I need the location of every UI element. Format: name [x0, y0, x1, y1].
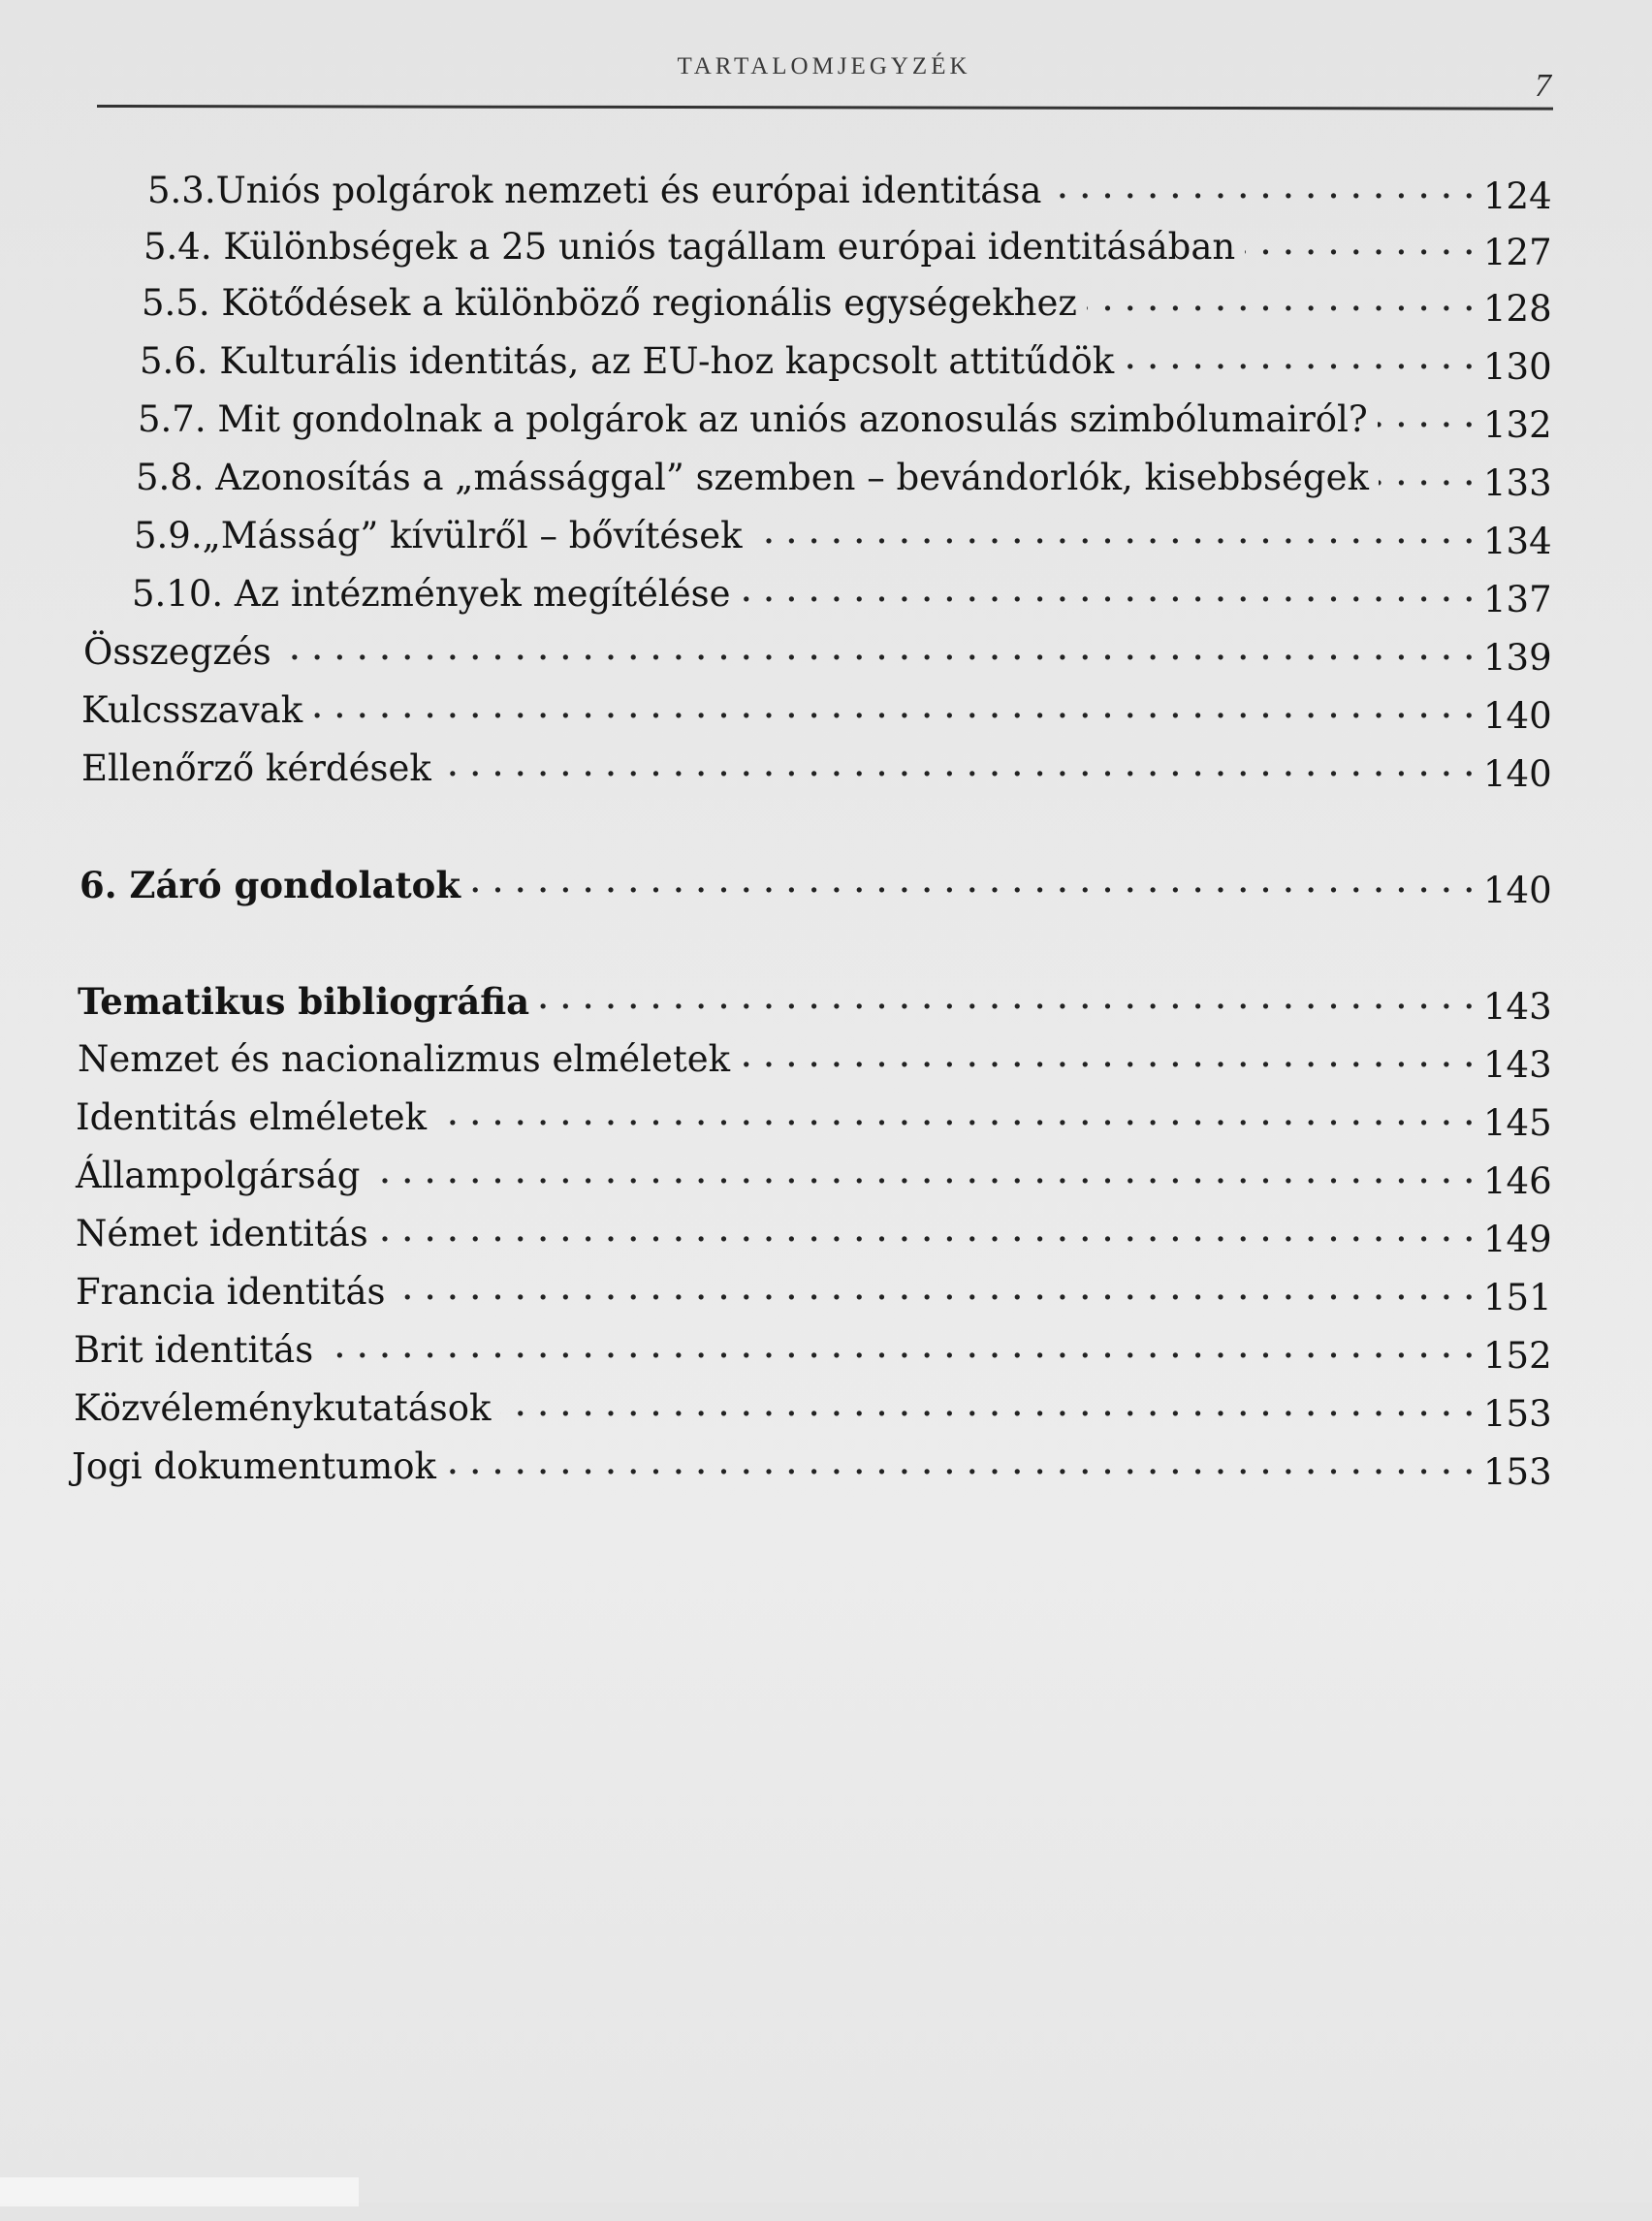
dot-leader [500, 1384, 1476, 1433]
toc-entry-title: 5.4. Különbségek a 25 uniós tagállam európai identitásában [143, 226, 1236, 268]
dot-leader [752, 512, 1476, 560]
toc-entry-title: 5.5. Kötődések a különböző regionális egységekhez [142, 282, 1077, 324]
toc-entry [142, 279, 1551, 328]
dot-leader [470, 861, 1476, 909]
toc-entry [76, 1268, 1551, 1317]
toc-entry-page: 143 [1483, 1044, 1552, 1086]
toc-entry-title: Jogi dokumentumok [72, 1445, 436, 1487]
running-header-title: TARTALOMJEGYZÉK [677, 53, 971, 79]
toc-entry [134, 512, 1551, 560]
dot-leader [1051, 167, 1476, 215]
dot-leader [1124, 337, 1476, 386]
toc-entry [74, 1384, 1551, 1433]
toc-entry [140, 337, 1551, 386]
toc-entry-page: 151 [1483, 1277, 1552, 1318]
toc-entry-title: 5.7. Mit gondolnak a polgárok az uniós azonosulás szimbólumairól? [138, 398, 1368, 440]
toc-entry-title: Állampolgárság [76, 1155, 361, 1196]
toc-entry-title: 5.10. Az intézmények megítélése [132, 573, 731, 615]
toc-entry-title: Brit identitás [74, 1329, 314, 1371]
toc-entry-page: 139 [1483, 637, 1552, 679]
toc-entry-page: 140 [1483, 870, 1552, 911]
toc-entry-title: 5.6. Kulturális identitás, az EU-hoz kapcsolt attitűdök [140, 340, 1115, 382]
antikvarium-watermark-icon [0, 2172, 368, 2210]
page-number: 7 [1535, 68, 1551, 104]
toc-entry [76, 1210, 1551, 1258]
toc-entry-page: 152 [1483, 1335, 1552, 1377]
toc-entry-page: 143 [1483, 986, 1552, 1028]
toc-entry [136, 454, 1551, 502]
dot-leader [740, 1035, 1476, 1084]
toc-entry-title: Német identitás [76, 1213, 368, 1254]
toc-chapter-entry [79, 861, 1551, 909]
toc-entry [76, 1152, 1551, 1200]
toc-entry-page: 128 [1483, 288, 1552, 330]
dot-leader [539, 977, 1476, 1026]
toc-entry-page: 153 [1483, 1393, 1552, 1435]
toc-entry [132, 570, 1551, 619]
dot-leader [370, 1152, 1477, 1200]
dot-leader [1087, 279, 1476, 328]
dot-leader [446, 1443, 1476, 1491]
toc-entry-page: 145 [1483, 1102, 1552, 1144]
toc-entry-title: Tematikus bibliográfia [78, 980, 530, 1023]
toc-entry-title: 5.3.Uniós polgárok nemzeti és európai identitása [147, 170, 1042, 211]
toc-entry-page: 146 [1483, 1160, 1552, 1202]
toc-entry-page: 133 [1483, 462, 1552, 504]
toc-entry-title: 5.9.„Másság” kívülről – bővítések [134, 515, 743, 556]
toc-entry-page: 137 [1483, 579, 1552, 620]
toc-entry-page: 130 [1483, 346, 1552, 388]
toc-entry-page: 140 [1483, 753, 1552, 795]
toc-entry-title: Identitás elméletek [76, 1096, 428, 1138]
toc-entry-title: 5.8. Azonosítás a „mássággal” szemben – bevándorlók, kisebbségek [136, 457, 1369, 498]
toc-entry [78, 1035, 1551, 1084]
toc-entry-title: Ellenőrző kérdések [81, 747, 431, 789]
toc-entry [81, 686, 1551, 735]
dot-leader [281, 628, 1476, 677]
dot-leader [378, 1210, 1476, 1258]
toc-entry-title: Összegzés [83, 631, 271, 673]
toc-entry [72, 1443, 1551, 1491]
toc-entry [76, 1094, 1551, 1142]
dot-leader [1379, 454, 1476, 502]
toc-entry-title: 6. Záró gondolatok [79, 864, 461, 906]
toc-entry-title: Nemzet és nacionalizmus elméletek [78, 1038, 731, 1080]
toc-entry-page: 124 [1483, 175, 1552, 217]
dot-leader [436, 1094, 1476, 1142]
toc-entry [74, 1326, 1551, 1375]
dot-leader [1378, 396, 1476, 444]
dot-leader [740, 570, 1476, 619]
toc-entry-title: Kulcsszavak [81, 689, 303, 731]
dot-leader [441, 745, 1476, 793]
toc-chapter-entry [78, 977, 1551, 1026]
toc-entry [83, 628, 1551, 677]
toc-entry-page: 153 [1483, 1451, 1552, 1493]
watermark-logo [0, 2172, 368, 2221]
toc-entry [81, 745, 1551, 793]
toc-entry-title: Francia identitás [76, 1271, 386, 1313]
toc-entry-page: 149 [1483, 1219, 1552, 1260]
toc-entry-page: 132 [1483, 404, 1552, 446]
toc-entry-page: 134 [1483, 521, 1552, 562]
toc-entry-page: 127 [1483, 232, 1552, 273]
toc-entry-page: 140 [1483, 695, 1552, 737]
dot-leader [323, 1326, 1476, 1375]
toc-entry [143, 223, 1551, 271]
dot-leader [396, 1268, 1477, 1317]
toc-entry [138, 396, 1551, 444]
toc-entry-title: Közvéleménykutatások [74, 1387, 492, 1429]
toc-entry [147, 167, 1551, 215]
dot-leader [312, 686, 1476, 735]
dot-leader [1245, 223, 1476, 271]
